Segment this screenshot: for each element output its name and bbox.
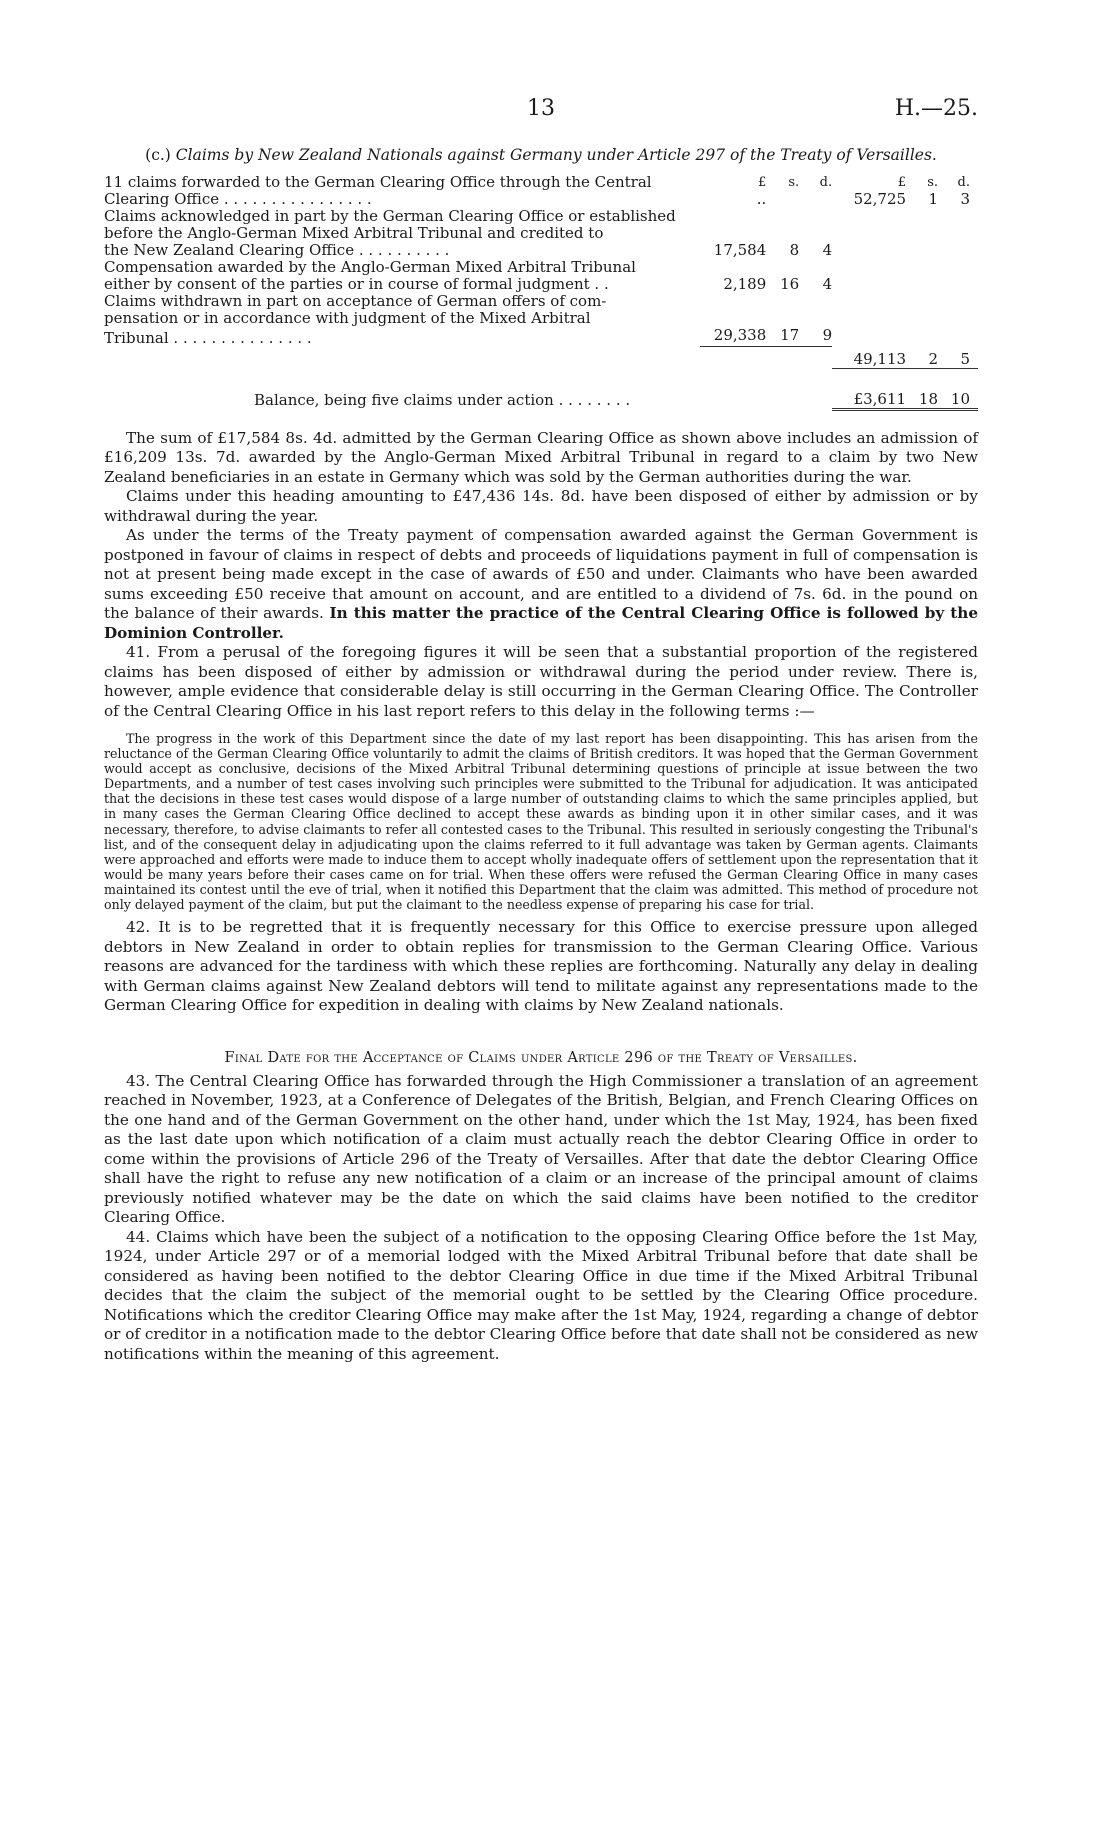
row-amount bbox=[832, 259, 906, 276]
row-amount bbox=[938, 259, 978, 276]
row-amount bbox=[832, 208, 906, 225]
table-row bbox=[104, 293, 978, 310]
row-amount bbox=[938, 225, 978, 242]
document-reference: H.—25. bbox=[894, 96, 978, 121]
row-amount: 4 bbox=[822, 241, 833, 259]
row-amount bbox=[799, 225, 832, 242]
row-amount bbox=[906, 242, 938, 259]
row-amount bbox=[700, 208, 766, 225]
block-quote: The progress in the work of this Department since the date of my last report has been disappointing. This has arisen from the reluctance of the German Clearing Office voluntarily to admit the claims of British creditors. It was hoped that the German Government would accept as conclusive, decisions of the Mixed Arbitral Tribunal determining questions of principle at issue between the two Departments, and a number of test cases involving such principles were submitted to the Tribunal for adjudication. It was anticipated that the decisions in these test cases would dispose of a large number of outstanding claims to which the same principles applied, but in many cases the German Clearing Office declined to accept these awards as binding upon it in other similar cases, and it was necessary, therefore, to advise claimants to refer all contested cases to the Tribunal. This resulted in seriously congesting the Tribunal's list, and of the consequent delay in adjudicating upon the claims referred to it full advantage was taken by German agents. Claimants were approached and efforts were made to induce them to accept wholly inadequate offers of settlement upon the representation that it would be many years before their cases came on for trial. When these offers were refused the German Clearing Office in many cases maintained its contest until the eve of trial, when it notified this Department that the claim was admitted. This method of procedure not only delayed payment of the claim, but put the claimant to the needless expense of preparing his case for trial. bbox=[104, 731, 978, 913]
row-amount bbox=[832, 293, 906, 310]
section-heading-c bbox=[104, 146, 978, 164]
column-header: d. bbox=[819, 175, 833, 190]
row-amount: .. bbox=[756, 190, 767, 208]
table-row bbox=[104, 259, 978, 276]
balance-amount: 10 bbox=[938, 368, 978, 409]
table-row bbox=[104, 191, 978, 208]
subtotal-row bbox=[104, 347, 978, 369]
row-amount bbox=[799, 259, 832, 276]
paragraph-text: As under the terms of the Treaty payment of compensation awarded against the German Government is postponed in favour of claims in respect of debts and proceeds of liquidations payment in full of compensation is not at present being made except in the case of awards of £50 and under. Claimants who have been awarded sums exceeding £50 receive that amount on account, and are entitled to a dividend of 7s. 6d. in the pound on the balance of their awards. bbox=[104, 526, 978, 622]
row-amount: 52,725 bbox=[853, 190, 907, 208]
section-title: Claims by New Zealand Nationals against Germany under Article 297 of the Treaty of Versailles. bbox=[175, 146, 937, 164]
page-header bbox=[104, 96, 978, 132]
table-header-row bbox=[104, 174, 978, 191]
balance-row bbox=[104, 368, 978, 409]
row-amount: 1 bbox=[928, 190, 939, 208]
subtotal-rule bbox=[700, 347, 766, 369]
row-amount bbox=[938, 276, 978, 293]
row-amount bbox=[906, 208, 938, 225]
body-text-final bbox=[104, 1072, 978, 1365]
row-description: the New Zealand Clearing Office . . . . . . . . . . bbox=[104, 241, 450, 259]
row-description: Clearing Office . . . . . . . . . . . . . . . . bbox=[104, 190, 372, 208]
row-amount bbox=[832, 242, 906, 259]
paragraph-44: 44. Claims which have been the subject of a notification to the opposing Clearing Office before the 1st May, 1924, under Article 297 or of a memorial lodged with the Mixed Arbitral Tribunal before that date shall be considered as having been notified to the debtor Clearing Office in due time if the Mixed Arbitral Tribunal decides that the claim the subject of the memorial ought to be settled by the Clearing Office procedure. Notifications which the creditor Clearing Office may make after the 1st May, 1924, regarding a change of debtor or of creditor in a notification made to the debtor Clearing Office before that date shall not be considered as new notifications within the meaning of this agreement. bbox=[104, 1227, 978, 1363]
row-amount: 9 bbox=[822, 326, 833, 344]
row-amount bbox=[766, 191, 799, 208]
row-amount bbox=[938, 310, 978, 327]
row-amount bbox=[938, 242, 978, 259]
paragraph-emphasis: In this matter the practice of the Central Clearing Office is followed by the Dominion Controller. bbox=[104, 604, 979, 642]
row-amount bbox=[799, 191, 832, 208]
table-row bbox=[104, 208, 978, 225]
row-amount bbox=[832, 276, 906, 293]
subtotal-amount: 5 bbox=[960, 349, 970, 368]
balance-amount: £3,611 bbox=[832, 368, 906, 409]
row-amount bbox=[799, 293, 832, 310]
column-header: s. bbox=[788, 175, 800, 190]
row-amount bbox=[938, 208, 978, 225]
row-amount: 16 bbox=[780, 275, 800, 293]
row-amount: 17,584 bbox=[713, 241, 767, 259]
subtotal-spacer bbox=[104, 347, 700, 369]
paragraph-42: 42. It is to be regretted that it is frequently necessary for this Office to exercise pressure upon alleged debtors in New Zealand in order to obtain replies for transmission to the German Clearing Office. Various reasons are advanced for the tardiness with which these replies are forthcoming. Naturally any delay in dealing with German claims against New Zealand debtors will tend to militate against any representations made to the German Clearing Office for expedition in dealing with claims by New Zealand nationals. bbox=[104, 918, 978, 1015]
row-amount bbox=[799, 208, 832, 225]
row-description: Claims acknowledged in part by the German Clearing Office or established bbox=[104, 207, 676, 225]
document-page bbox=[104, 96, 978, 1364]
row-amount bbox=[766, 310, 799, 327]
table-row bbox=[104, 225, 978, 242]
row-amount bbox=[700, 259, 766, 276]
row-amount bbox=[938, 293, 978, 310]
subtotal-rule bbox=[799, 347, 832, 369]
row-amount bbox=[938, 327, 978, 347]
table-row bbox=[104, 310, 978, 327]
balance-amount: 18 bbox=[906, 368, 938, 409]
row-amount bbox=[832, 327, 906, 347]
section-label: (c.) bbox=[145, 146, 171, 164]
row-amount: 17 bbox=[780, 326, 800, 344]
section-heading-final-date: Final Date for the Acceptance of Claims under Article 296 of the Treaty of Versailles. bbox=[224, 1049, 858, 1066]
row-amount bbox=[906, 293, 938, 310]
column-header: d. bbox=[957, 175, 970, 190]
row-amount bbox=[766, 259, 799, 276]
column-header: £ bbox=[758, 175, 767, 190]
row-description: Tribunal . . . . . . . . . . . . . . . bbox=[104, 328, 312, 347]
paragraph: Claims under this heading amounting to £47,436 14s. 8d. have been disposed of either by admission or by withdrawal during the year. bbox=[104, 487, 978, 525]
row-amount bbox=[832, 310, 906, 327]
column-header: s. bbox=[927, 175, 939, 190]
table-row bbox=[104, 327, 978, 347]
row-amount bbox=[832, 225, 906, 242]
row-amount bbox=[766, 208, 799, 225]
row-description: Claims withdrawn in part on acceptance of German offers of com- bbox=[104, 292, 607, 310]
column-header: £ bbox=[897, 175, 907, 190]
claims-table bbox=[104, 174, 978, 411]
paragraph-41: 41. From a perusal of the foregoing figures it will be seen that a substantial proportion of the registered claims has been disposed of either by admission or withdrawal during the period under review. There is, however, ample evidence that considerable delay is still occurring in the German Clearing Office. The Controller of the Central Clearing Office in his last report refers to this delay in the following terms :— bbox=[104, 643, 978, 720]
paragraph bbox=[104, 526, 978, 643]
subtotal-rule bbox=[766, 347, 799, 369]
table-row bbox=[104, 276, 978, 293]
row-description: Compensation awarded by the Anglo-German Mixed Arbitral Tribunal bbox=[104, 258, 636, 276]
subtotal-amount: 49,113 bbox=[853, 349, 907, 368]
row-description: either by consent of the parties or in course of formal judgment . . bbox=[104, 275, 609, 293]
balance-label: Balance, being five claims under action . . . . . . . . bbox=[254, 391, 631, 409]
body-text bbox=[104, 429, 978, 1016]
row-amount bbox=[700, 293, 766, 310]
row-amount: 8 bbox=[789, 241, 800, 259]
row-amount bbox=[906, 327, 938, 347]
row-amount bbox=[906, 259, 938, 276]
row-amount: 4 bbox=[822, 275, 833, 293]
paragraph-43: 43. The Central Clearing Office has forwarded through the High Commissioner a translation of an agreement reached in November, 1923, at a Conference of Delegates of the British, Belgian, and French Clearing Offices on the one hand and of the German Government on the other hand, under which the 1st May, 1924, has been fixed as the last date upon which notification of a claim must actually reach the debtor Clearing Office in order to come within the provisions of Article 296 of the Treaty of Versailles. After that date the debtor Clearing Office shall have the right to refuse any new notification of a claim or an increase of the principal amount of claims previously notified whatever may be the date on which the said claims have been notified to the creditor Clearing Office. bbox=[104, 1071, 978, 1227]
row-amount bbox=[766, 225, 799, 242]
row-amount: 29,338 bbox=[713, 326, 767, 344]
row-amount: 2,189 bbox=[723, 275, 767, 293]
row-amount bbox=[906, 310, 938, 327]
row-amount bbox=[700, 225, 766, 242]
row-amount bbox=[799, 310, 832, 327]
row-amount: 3 bbox=[960, 190, 970, 208]
subtotal-amount: 2 bbox=[928, 349, 939, 368]
table-first-line: 11 claims forwarded to the German Clearing Office through the Central bbox=[104, 173, 652, 191]
row-amount bbox=[766, 293, 799, 310]
paragraph: The sum of £17,584 8s. 4d. admitted by the German Clearing Office as shown above includes an admission of £16,209 13s. 7d. awarded by the Anglo-German Mixed Arbitral Tribunal in regard to a claim by two New Zealand beneficiaries in an estate in Germany which was sold by the German authorities during the war. bbox=[104, 428, 978, 486]
table-row bbox=[104, 242, 978, 259]
row-amount bbox=[906, 225, 938, 242]
row-amount bbox=[700, 310, 766, 327]
row-description: pensation or in accordance with judgment of the Mixed Arbitral bbox=[104, 309, 591, 327]
page-number: 13 bbox=[527, 96, 555, 121]
row-amount bbox=[906, 276, 938, 293]
row-description: before the Anglo-German Mixed Arbitral Tribunal and credited to bbox=[104, 224, 604, 242]
